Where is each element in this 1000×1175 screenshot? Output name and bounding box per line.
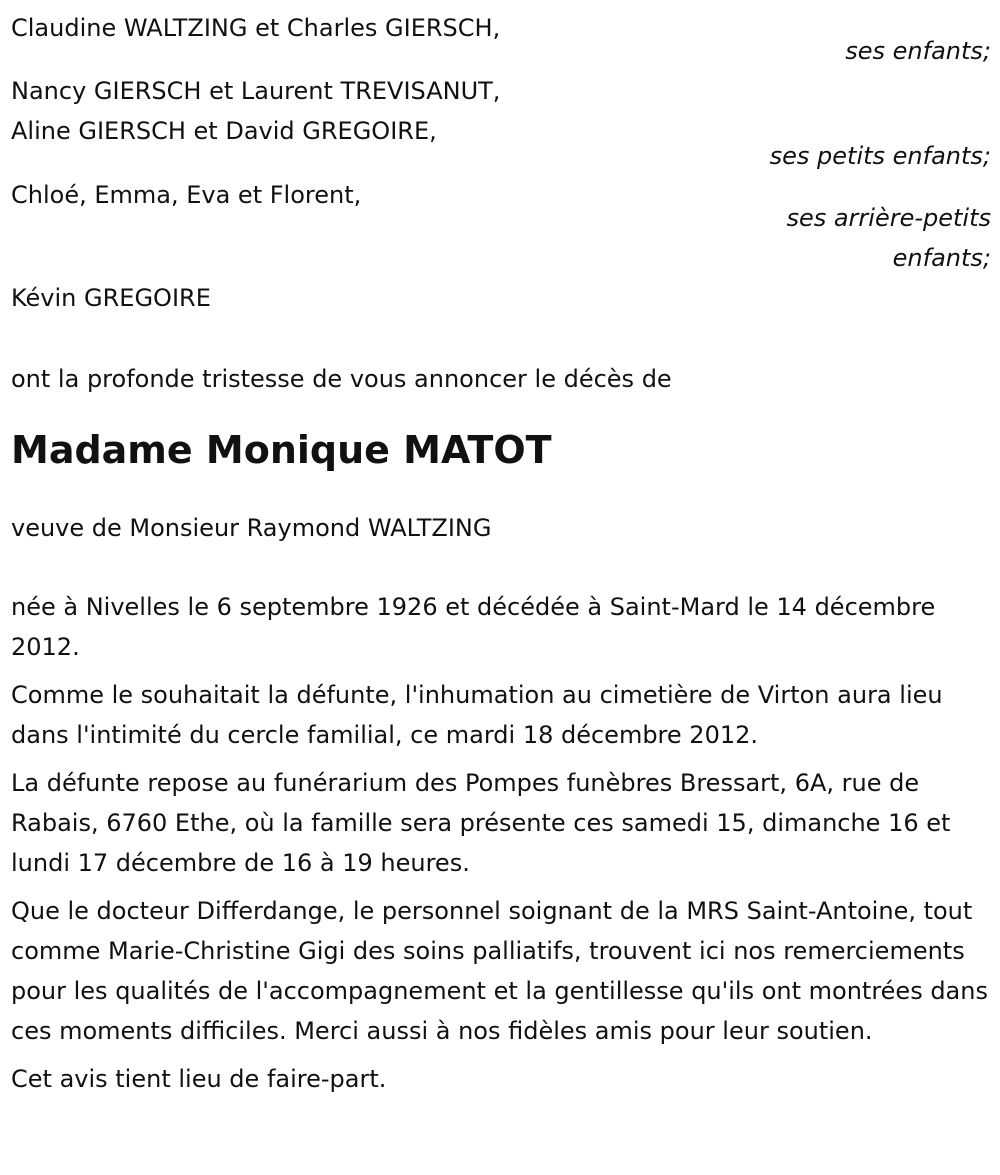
greatgrandchildren-role-1: ses arrière-petits bbox=[786, 204, 991, 232]
widow-of-text: veuve de Monsieur Raymond WALTZING bbox=[11, 514, 492, 542]
grandchildren-role: ses petits enfants; bbox=[769, 142, 991, 170]
viewing-paragraph: La défunte repose au funérarium des Pompes funèbres Bressart, 6A, rue de Rabais, 6760 Ethe, où la famille sera présente ces samedi 15, dimanche 16 et lundi 17 décembre de 16 à 19 heures. bbox=[11, 769, 951, 877]
announcement-text: ont la profonde tristesse de vous annoncer le décès de bbox=[11, 365, 672, 393]
thanks-paragraph: Que le docteur Differdange, le personnel soignant de la MRS Saint-Antoine, tout comme Marie-Christine Gigi des soins palliatifs, trouvent ici nos remerciements pour les qualités de l'accompagnement et la gentillesse qu'ils ont montrées dans ces moments difficiles. Merci aussi à nos fidèles amis pour leur soutien. bbox=[11, 897, 988, 1045]
grandchild-line-1: Nancy GIERSCH et Laurent TREVISANUT, bbox=[11, 77, 501, 105]
notice-body bbox=[11, 587, 991, 1099]
obituary-notice bbox=[11, 8, 991, 1107]
other-family-name: Kévin GREGOIRE bbox=[11, 284, 211, 312]
deceased-name: Madame Monique MATOT bbox=[11, 428, 552, 472]
greatgrandchildren-names: Chloé, Emma, Eva et Florent, bbox=[11, 181, 362, 209]
birth-death-paragraph: née à Nivelles le 6 septembre 1926 et décédée à Saint-Mard le 14 décembre 2012. bbox=[11, 593, 936, 661]
notice-paragraph: Cet avis tient lieu de faire-part. bbox=[11, 1065, 387, 1093]
greatgrandchildren-role-2: enfants; bbox=[892, 244, 991, 272]
children-role: ses enfants; bbox=[845, 37, 991, 65]
grandchild-line-2: Aline GIERSCH et David GREGOIRE, bbox=[11, 117, 437, 145]
children-names: Claudine WALTZING et Charles GIERSCH, bbox=[11, 14, 501, 42]
burial-paragraph: Comme le souhaitait la défunte, l'inhumation au cimetière de Virton aura lieu dans l'intimité du cercle familial, ce mardi 18 décembre 2012. bbox=[11, 681, 943, 749]
